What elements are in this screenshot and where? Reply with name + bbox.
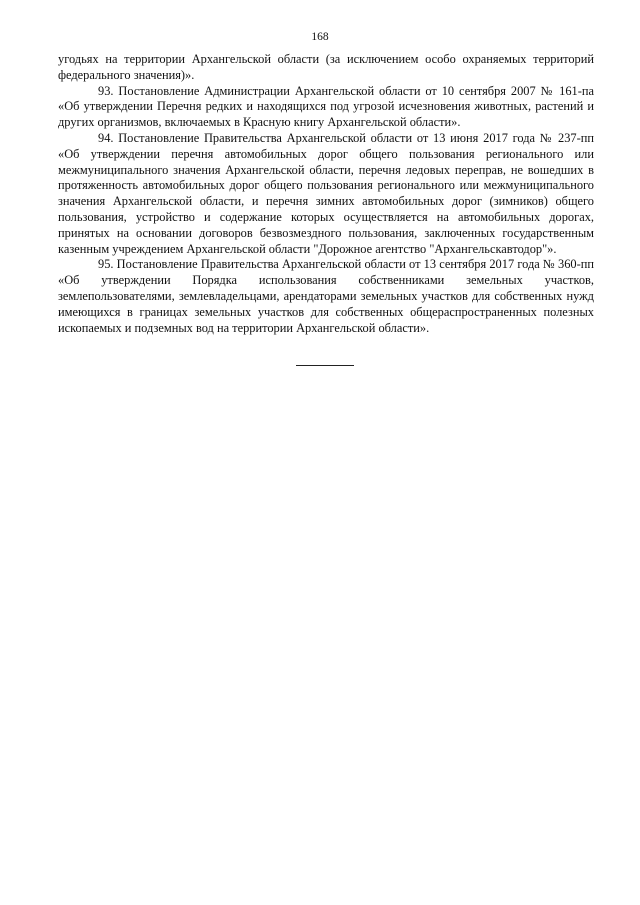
page-number: 168 — [311, 31, 329, 43]
paragraph-item-95: 95. Постановление Правительства Архангельской области от 13 сентября 2017 года № 360-пп «Об утверждении Порядка использования собственниками земельных участков, землепользователями, землевладельцами, арендаторами земельных участков для собственных нужд имеющихся в границах земельных участков для собственных общераспространенных полезных ископаемых и подземных вод на территории Архангельской области». — [58, 257, 594, 335]
paragraph-item-94: 94. Постановление Правительства Архангельской области от 13 июня 2017 года № 237-пп «Об утверждении перечня автомобильных дорог общего пользования регионального или межмуниципального значения Архангельской области, перечня ледовых переправ, не вошедших в протяженность автомобильных дорог общего пользования регионального или межмуниципального значения Архангельской области, и перечня зимних автомобильных дорог (зимников) общего пользования, устройство и содержание которых осуществляется на автомобильных дорогах, принятых на основании договоров безвозмездного пользования, заключенных государственным казенным учреждением Архангельской области "Дорожное агентство "Архангельскавтодор"». — [58, 130, 594, 256]
paragraph-item-93: 93. Постановление Администрации Архангельской области от 10 сентября 2007 № 161-па «Об утверждении Перечня редких и находящихся под угрозой исчезновения животных, растений и других организмов, включаемых в Красную книгу Архангельской области». — [58, 83, 594, 130]
end-divider-line — [296, 365, 354, 366]
paragraph-continuation: угодьях на территории Архангельской области (за исключением особо охраняемых территорий федерального значения)». — [58, 52, 594, 82]
document-body — [58, 52, 594, 336]
